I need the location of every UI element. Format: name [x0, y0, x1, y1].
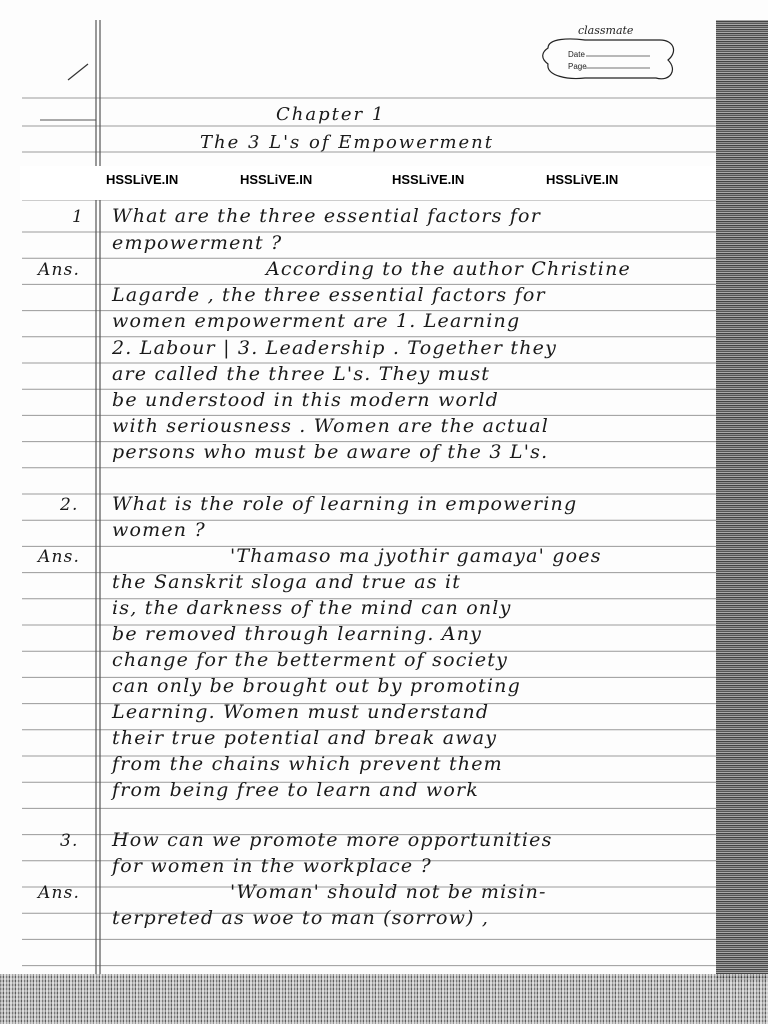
text-line: How can we promote more opportunities	[112, 829, 553, 851]
text-line: change for the betterment of society	[112, 649, 509, 671]
text-line: According to the author Christine	[266, 258, 631, 280]
chapter-title: The 3 L's of Empowerment	[200, 132, 495, 153]
text-line: persons who must be aware of the 3 L's.	[112, 441, 549, 463]
scan-edge-right	[716, 20, 768, 980]
text-line: 'Woman' should not be misin-	[230, 881, 547, 903]
text-line: Learning. Women must understand	[112, 701, 490, 723]
answer-label: Ans.	[38, 260, 81, 280]
text-line: with seriousness . Women are the actual	[112, 415, 550, 437]
text-line: be understood in this modern world	[112, 389, 500, 411]
question-number: 3.	[60, 831, 79, 851]
text-line: women ?	[112, 519, 206, 541]
text-line: their true potential and break away	[112, 727, 498, 749]
text-line: women empowerment are 1. Learning	[112, 310, 521, 332]
text-line: empowerment ?	[112, 232, 283, 254]
question-number: 2.	[60, 495, 79, 515]
watermark: HSSLiVE.IN	[240, 172, 313, 187]
text-line: are called the three L's. They must	[112, 363, 491, 385]
classmate-logo	[540, 18, 680, 88]
text-line: 'Thamaso ma jyothir gamaya' goes	[230, 545, 602, 567]
text-line: terpreted as woe to man (sorrow) ,	[112, 907, 490, 929]
text-line: 2. Labour | 3. Leadership . Together they	[112, 337, 558, 359]
text-line: What are the three essential factors for	[112, 205, 541, 227]
answer-label: Ans.	[38, 883, 81, 903]
answer-label: Ans.	[38, 547, 81, 567]
text-line: for women in the workplace ?	[112, 855, 432, 877]
text-line: be removed through learning. Any	[112, 623, 483, 645]
text-line: from the chains which prevent them	[112, 753, 503, 775]
watermark: HSSLiVE.IN	[392, 172, 465, 187]
watermark: HSSLiVE.IN	[106, 172, 179, 187]
watermark: HSSLiVE.IN	[546, 172, 619, 187]
text-line: the Sanskrit sloga and true as it	[112, 571, 462, 593]
text-line: What is the role of learning in empowering	[112, 493, 578, 515]
chapter-number: Chapter 1	[276, 104, 386, 125]
text-line: is, the darkness of the mind can only	[112, 597, 512, 619]
text-line: Lagarde , the three essential factors for	[112, 284, 546, 306]
text-line: from being free to learn and work	[112, 779, 479, 801]
brand-name: classmate	[578, 24, 634, 37]
question-number: 1	[72, 207, 85, 227]
page-label: Page	[568, 62, 587, 71]
date-label: Date	[568, 50, 585, 59]
text-line: can only be brought out by promoting	[112, 675, 521, 697]
